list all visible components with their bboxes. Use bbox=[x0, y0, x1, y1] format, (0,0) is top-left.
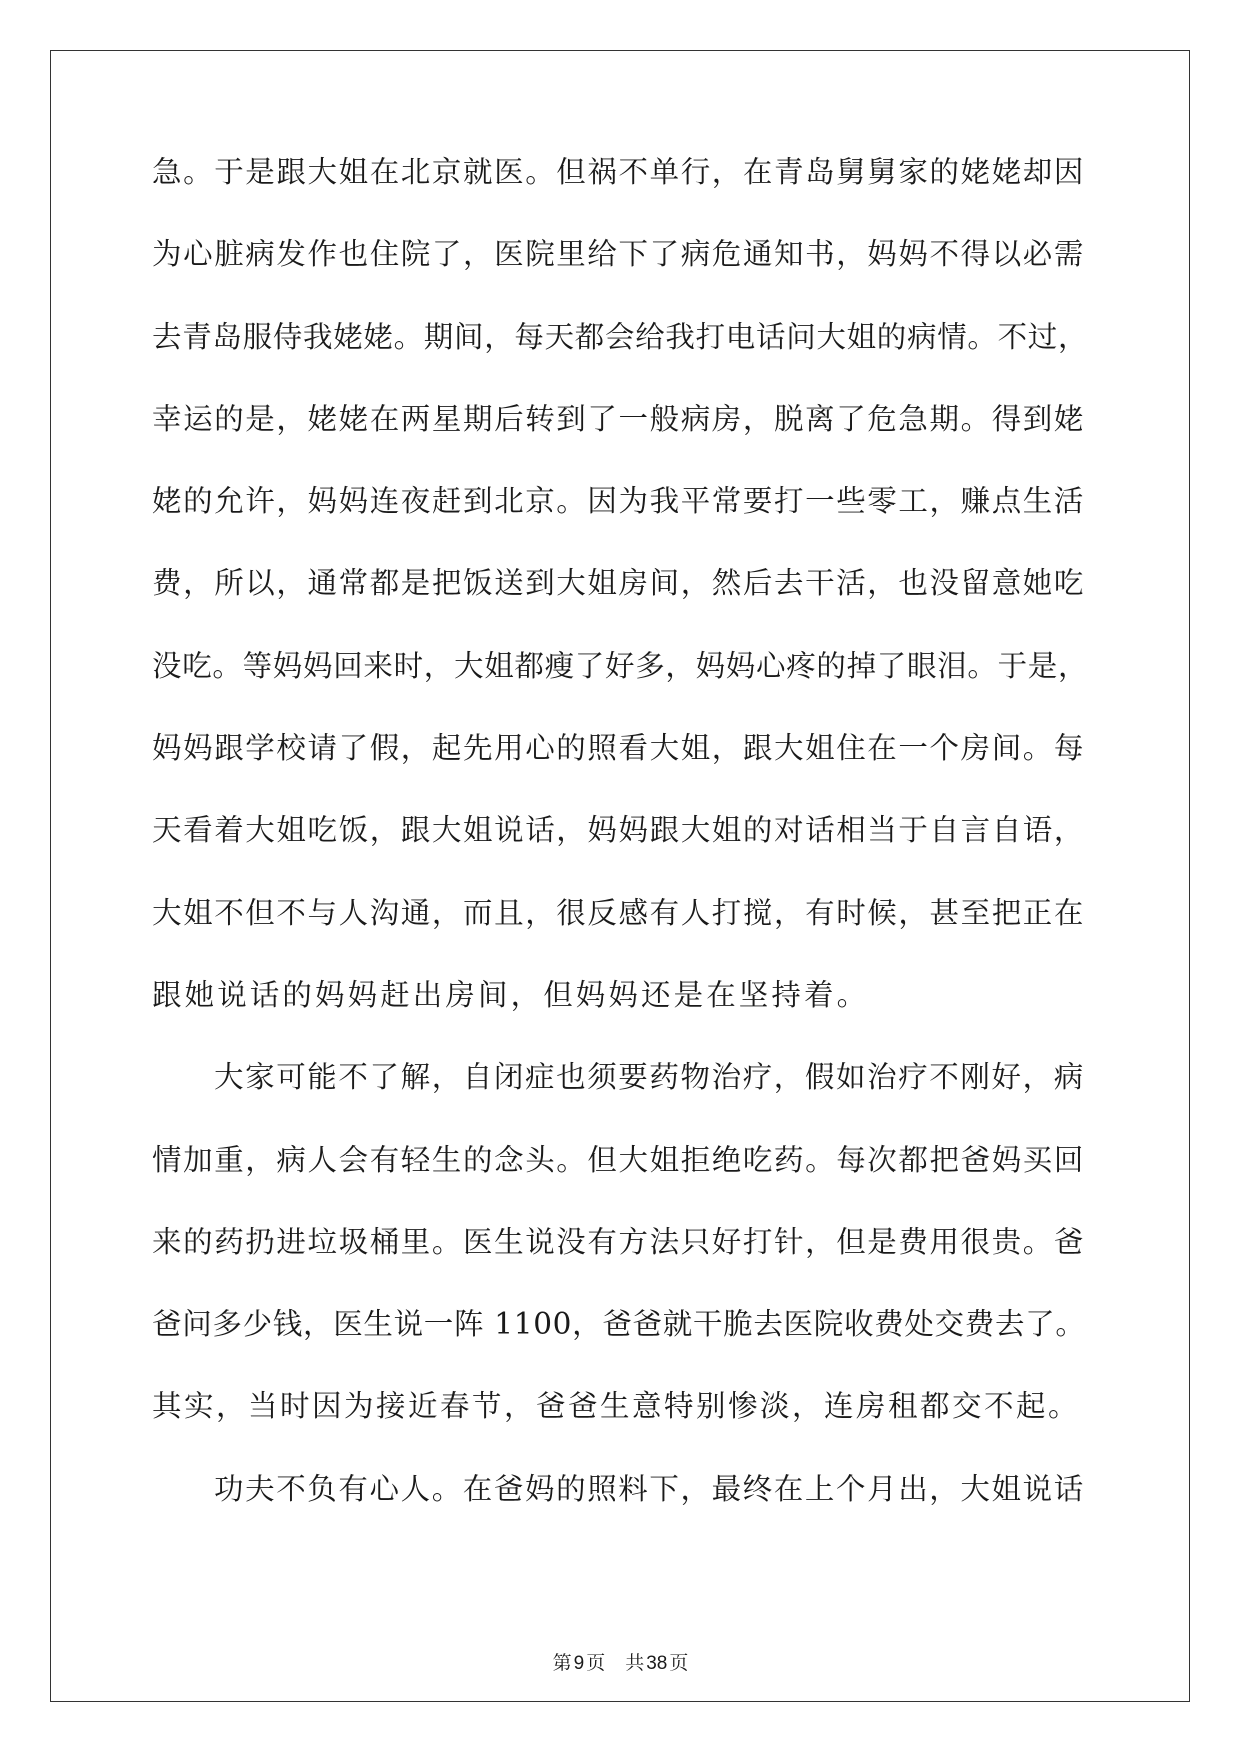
text-line: 大家可能不了解，自闭症也须要药物治疗，假如治疗不刚好，病 bbox=[214, 1060, 1085, 1095]
text-line: 去青岛服侍我姥姥。期间，每天都会给我打电话问大姐的病情。不过， bbox=[152, 319, 1089, 354]
text-line: 功夫不负有心人。在爸妈的照料下，最终在上个月出，大姐说话 bbox=[214, 1471, 1085, 1506]
text-line: 来的药扔进垃圾桶里。医生说没有方法只好打针，但是费用很贵。爸 bbox=[152, 1224, 1086, 1259]
page-prefix: 第 bbox=[552, 1652, 572, 1674]
page-suffix: 页 bbox=[586, 1652, 606, 1674]
text-line: 天看着大姐吃饭，跟大姐说话，妈妈跟大姐的对话相当于自言自语， bbox=[152, 813, 1086, 848]
page-number: 9 bbox=[573, 1653, 585, 1674]
text-line: 妈妈跟学校请了假，起先用心的照看大姐，跟大姐住在一个房间。每 bbox=[152, 731, 1086, 766]
page-footer bbox=[0, 1648, 1241, 1675]
text-line: 急。于是跟大姐在北京就医。但祸不单行，在青岛舅舅家的姥姥却因 bbox=[152, 155, 1086, 189]
text-line: 姥的允许，妈妈连夜赶到北京。因为我平常要打一些零工，赚点生活 bbox=[152, 484, 1086, 519]
document-body bbox=[152, 155, 1089, 1557]
text-line: 情加重，病人会有轻生的念头。但大姐拒绝吃药。每次都把爸妈买回 bbox=[152, 1142, 1086, 1177]
total-pages: 38 bbox=[646, 1653, 668, 1674]
text-line: 幸运的是，姥姥在两星期后转到了一般病房，脱离了危急期。得到姥 bbox=[152, 401, 1086, 436]
text-line: 爸问多少钱，医生说一阵 1100，爸爸就干脆去医院收费处交费去了。 bbox=[152, 1307, 1086, 1342]
text-line: 跟她说话的妈妈赶出房间，但妈妈还是在坚持着。 bbox=[152, 977, 870, 1012]
text-line: 大姐不但不与人沟通，而且，很反感有人打搅，有时候，甚至把正在 bbox=[152, 895, 1086, 930]
text-line: 费，所以，通常都是把饭送到大姐房间，然后去干活，也没留意她吃 bbox=[152, 566, 1086, 601]
total-suffix: 页 bbox=[669, 1652, 689, 1674]
text-line: 其实，当时因为接近春节，爸爸生意特别惨淡，连房租都交不起。 bbox=[152, 1389, 1081, 1424]
text-line: 没吃。等妈妈回来时，大姐都瘦了好多，妈妈心疼的掉了眼泪。于是， bbox=[152, 648, 1089, 683]
text-line: 为心脏病发作也住院了，医院里给下了病危通知书，妈妈不得以必需 bbox=[152, 237, 1086, 272]
total-prefix: 共 bbox=[625, 1652, 645, 1674]
